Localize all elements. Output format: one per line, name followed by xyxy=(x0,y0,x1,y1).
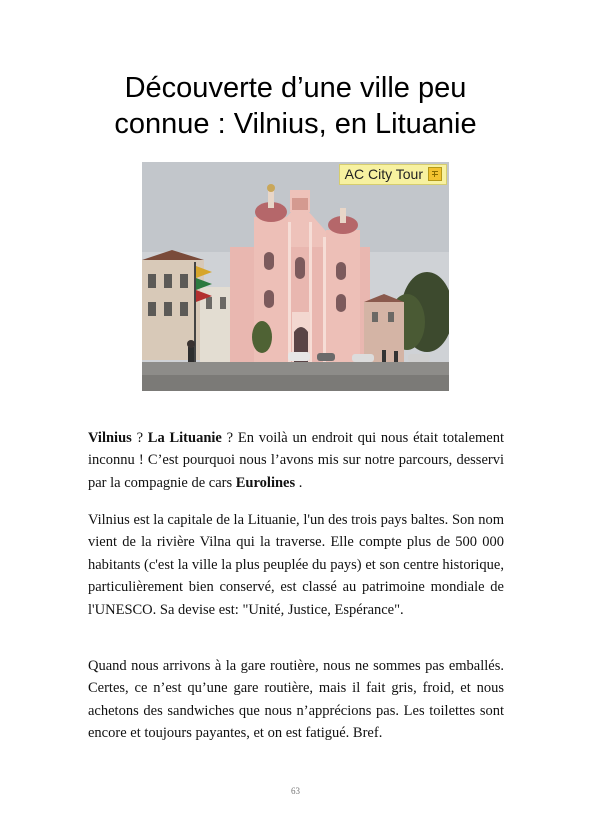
calendar-icon xyxy=(428,167,442,181)
paragraph-intro-text-3: . xyxy=(295,474,303,491)
bold-lituanie: La Lituanie xyxy=(147,430,222,446)
ac-city-tour-badge xyxy=(339,164,447,185)
paragraph-capital: Vilnius est la capitale de la Lituanie, l'un des trois pays baltes. Son nom vient de la rivière Vilna qui la traverse. Elle compte plus de 500 000 habitants (c'est la ville la plus peuplée du pays) et son centre historique, particulièrement bien conservé, est classé au patrimoine mondiale de l'UNESCO. Sa devise est: "Unité, Justice, Espérance". xyxy=(88,512,504,618)
page-number: 63 xyxy=(291,786,300,796)
paragraph-intro-text-1: ? xyxy=(131,430,148,446)
title-line-1: Découverte d’une ville peu xyxy=(124,72,467,104)
page-title xyxy=(40,70,551,142)
church-photo xyxy=(142,162,449,391)
paragraph-intro xyxy=(88,427,504,494)
bold-vilnius: Vilnius xyxy=(88,430,132,446)
paragraph-bus-station: Quand nous arrivons à la gare routière, nous ne sommes pas emballés. Certes, ce n’est qu’une gare routière, mais il fait gris, froid, et nous achetons des sandwiches que nous n’apprécions pas. Les toilettes sont encore et toujours payantes, et on est fatigué. Bref. xyxy=(88,658,504,742)
paragraph-intro-text-2: ? En voilà un endroit qui nous était totalement inconnu ! C’est pourquoi nous l’avons mis sur notre parcours, desservi par la compagnie de cars xyxy=(88,430,505,491)
church-illustration xyxy=(142,162,449,391)
badge-label: AC City Tour xyxy=(344,166,423,182)
title-line-2: connue : Vilnius, en Lituanie xyxy=(114,108,477,140)
bold-eurolines: Eurolines xyxy=(235,474,296,491)
